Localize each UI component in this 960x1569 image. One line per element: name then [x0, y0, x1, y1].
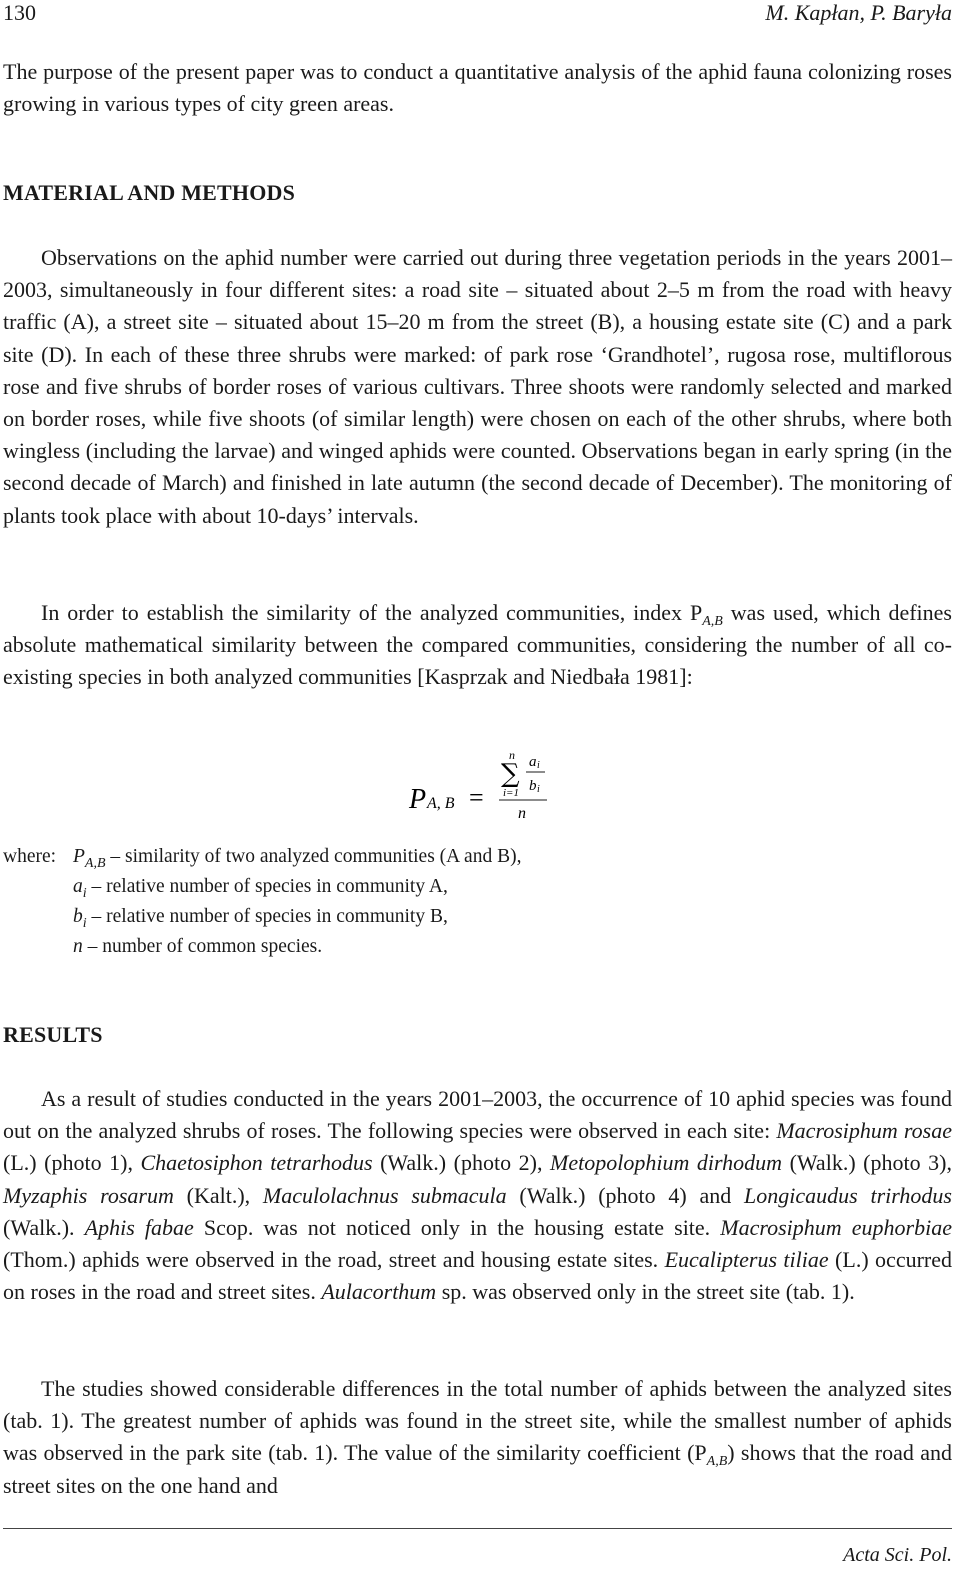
footer-rule: [3, 1528, 952, 1529]
symbol-subscript: i: [82, 886, 87, 901]
definition-text: – relative number of species in community B,: [86, 906, 448, 927]
similarity-formula: [405, 748, 565, 828]
sum-lower-limit: i=1: [503, 787, 519, 799]
text-run: ) shows that the road and street sites on the one hand and: [3, 1440, 952, 1498]
text-run: (L.) (photo 1),: [3, 1150, 141, 1176]
species-name: Aulacorthum: [321, 1279, 437, 1305]
definition-row: [3, 932, 521, 962]
text-run: In order to establish the similarity of the analyzed communities, index P: [41, 600, 703, 625]
fraction-numerator: a: [529, 754, 537, 770]
results-paragraph-2: [3, 1373, 952, 1502]
running-header: [3, 0, 952, 28]
definition-row: [3, 872, 521, 902]
species-name: Aphis fabae: [84, 1214, 194, 1240]
formula-denominator: n: [518, 805, 526, 822]
symbol: n: [73, 936, 83, 957]
text-run: The studies showed considerable differences in the total number of aphids between the analyzed sites (tab. 1). The greatest number of aphids was found in the street site, while the smallest number of aphids was observed in the park site (tab. 1). The value of the similarity coefficient (P: [3, 1376, 952, 1466]
results-paragraph-1: [3, 1083, 952, 1308]
symbol: P: [73, 846, 85, 867]
text-run: was used, which defines absolute mathematical similarity between the compared communities, considering the number of all co-existing species in both analyzed communities [Kasprzak and Niedbała 1981]:: [3, 600, 952, 690]
journal-name: Acta Sci. Pol.: [843, 1544, 952, 1566]
where-label: where:: [3, 846, 57, 867]
sum-upper-limit: n: [509, 748, 515, 762]
subscript: A,B: [706, 1454, 728, 1470]
formula-p-subscript: A, B: [427, 795, 455, 812]
methods-paragraph-1: Observations on the aphid number were carried out during three vegetation periods in the years 2001–2003, simultaneously in four different sites: a road site – situated about 2–5 m from the road with heavy traffic (A), a street site – situated about 15–20 m from the street (B), a housing estate site (C) and a park site (D). In each of these three shrubs were marked: of park rose ‘Grandhotel’, rugosa rose, multiflorous rose and five shrubs of border roses of various cultivars. Three shoots were randomly selected and marked on border roses, while five shoots (of similar length) were chosen on each of the other shrubs, where both wingless (including the larvae) and winged aphids were counted. Observations began in early spring (in the second decade of March) and finished in late autumn (the second decade of December). The monitoring of plants took place with about 10-days’ intervals.: [3, 245, 952, 528]
text-run: (Walk.) (photo 4) and: [506, 1182, 745, 1208]
species-name: Longicaudus trirhodus: [744, 1182, 952, 1208]
subscript: A,B: [702, 614, 723, 629]
text-run: (Walk.) (photo 2),: [372, 1150, 551, 1176]
text-run: (Walk.) (photo 3),: [782, 1150, 952, 1176]
species-name: Eucalipterus tiliae: [664, 1247, 829, 1273]
text-run: (Thom.) aphids were observed in the road, street and housing estate sites.: [3, 1247, 665, 1273]
methods-paragraph-2: [3, 597, 952, 694]
species-name: Macrosiphum euphorbiae: [720, 1214, 952, 1240]
methods-heading: MATERIAL AND METHODS: [3, 180, 296, 205]
text-run: (L.) occurred on roses in the road and street sites.: [3, 1247, 952, 1305]
definition-text: – number of common species.: [82, 936, 323, 957]
formula-equals: =: [469, 783, 484, 812]
formula-p: P: [409, 784, 427, 815]
fraction-denominator-subscript: i: [537, 784, 540, 795]
symbol-subscript: i: [82, 916, 87, 931]
definition-text: – similarity of two analyzed communities (A and B),: [105, 846, 522, 867]
fraction-numerator-subscript: i: [537, 760, 540, 771]
species-name: Myzaphis rosarum: [3, 1182, 174, 1208]
fraction-denominator: b: [529, 778, 537, 794]
species-name: Macrosiphum rosae: [776, 1118, 953, 1144]
text-run: (Walk.).: [3, 1214, 85, 1240]
symbol: b: [73, 906, 83, 927]
symbol-subscript: A,B: [84, 856, 106, 871]
text-run: (Kalt.),: [173, 1182, 263, 1208]
intro-paragraph: The purpose of the present paper was to conduct a quantitative analysis of the aphid fauna colonizing roses growing in various types of city green areas.: [3, 59, 952, 117]
species-name: Metopolophium dirhodum: [550, 1150, 783, 1176]
page-number: 130: [3, 0, 36, 25]
text-run: sp. was observed only in the street site (tab. 1).: [436, 1279, 855, 1305]
definition-row: [3, 902, 521, 932]
symbol-definitions: [3, 842, 521, 962]
symbol: a: [73, 876, 83, 897]
species-name: Maculolachnus submacula: [262, 1182, 507, 1208]
text-run: As a result of studies conducted in the years 2001–2003, the occurrence of 10 aphid species was found out on the analyzed shrubs of roses. The following species were observed in each site:: [3, 1086, 952, 1144]
running-authors: M. Kapłan, P. Baryła: [765, 0, 952, 25]
results-heading: RESULTS: [3, 1022, 103, 1047]
species-name: Chaetosiphon tetrarhodus: [140, 1150, 373, 1176]
definition-text: – relative number of species in community A,: [86, 876, 448, 897]
definition-row: [3, 842, 521, 872]
text-run: Scop. was not noticed only in the housing estate site.: [193, 1214, 721, 1240]
sum-symbol: ∑: [501, 759, 520, 789]
